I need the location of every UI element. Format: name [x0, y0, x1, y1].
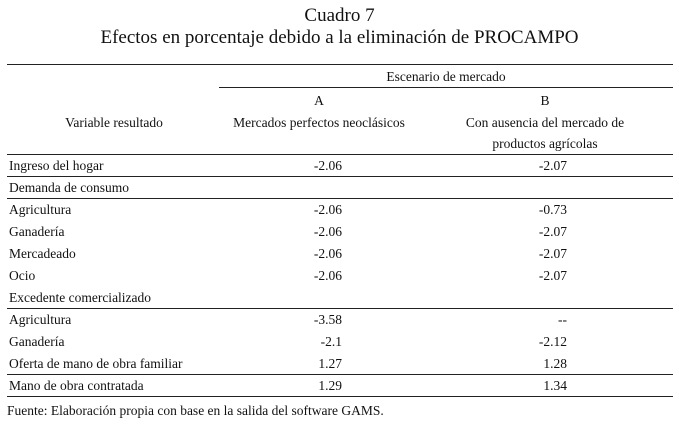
- cell-a: -2.06: [313, 224, 342, 239]
- labor-rule: [7, 374, 673, 375]
- income-bottom-rule: [7, 176, 673, 177]
- top-rule: [7, 64, 673, 65]
- row-label: Oferta de mano de obra familiar: [9, 356, 183, 371]
- table-title: Efectos en porcentaje debido a la eliminación de PROCAMPO: [100, 27, 579, 48]
- scenario-rule: [219, 87, 673, 88]
- row-label: Ingreso del hogar: [9, 158, 104, 173]
- col-a-letter: A: [314, 93, 324, 108]
- cell-a: 1.27: [318, 356, 342, 371]
- row-label: Agricultura: [9, 312, 72, 327]
- row-label: Mercadeado: [9, 246, 76, 261]
- row-label: Ganadería: [9, 334, 65, 349]
- row-label: Agricultura: [9, 202, 72, 217]
- bottom-rule: [7, 396, 673, 397]
- cell-b: -2.07: [538, 158, 567, 173]
- cell-b: -2.07: [538, 246, 567, 261]
- variable-header: Variable resultado: [65, 115, 163, 130]
- surplus-rule: [7, 308, 673, 309]
- col-b-header-line2: productos agrícolas: [492, 136, 598, 151]
- table-number: Cuadro 7: [304, 5, 375, 26]
- col-b-header-line1: Con ausencia del mercado de: [465, 115, 625, 130]
- col-b-letter: B: [540, 93, 550, 108]
- row-label: Ganadería: [9, 224, 65, 239]
- cell-b: 1.34: [543, 378, 567, 393]
- section-label: Excedente comercializado: [9, 290, 152, 305]
- cell-a: -2.06: [313, 202, 342, 217]
- cell-a: -2.06: [313, 158, 342, 173]
- row-label: Ocio: [9, 268, 36, 283]
- cell-a: 1.29: [318, 378, 342, 393]
- cell-b: 1.28: [543, 356, 567, 371]
- cell-b: -0.73: [538, 202, 567, 217]
- cell-a: -3.58: [313, 312, 342, 327]
- cell-b: -2.07: [538, 268, 567, 283]
- col-a-header: Mercados perfectos neoclásicos: [233, 115, 405, 130]
- cell-a: -2.06: [313, 268, 342, 283]
- cell-b: --: [558, 312, 567, 327]
- cell-b: -2.07: [538, 224, 567, 239]
- scenario-header: Escenario de mercado: [386, 69, 506, 84]
- consumption-rule: [7, 198, 673, 199]
- row-label: Mano de obra contratada: [9, 378, 144, 393]
- cell-a: -2.06: [313, 246, 342, 261]
- header-bottom-rule: [7, 154, 673, 155]
- section-label: Demanda de consumo: [9, 180, 129, 195]
- cell-a: -2.1: [320, 334, 342, 349]
- cell-b: -2.12: [538, 334, 567, 349]
- source-footnote: Fuente: Elaboración propia con base en la salida del software GAMS.: [7, 403, 384, 418]
